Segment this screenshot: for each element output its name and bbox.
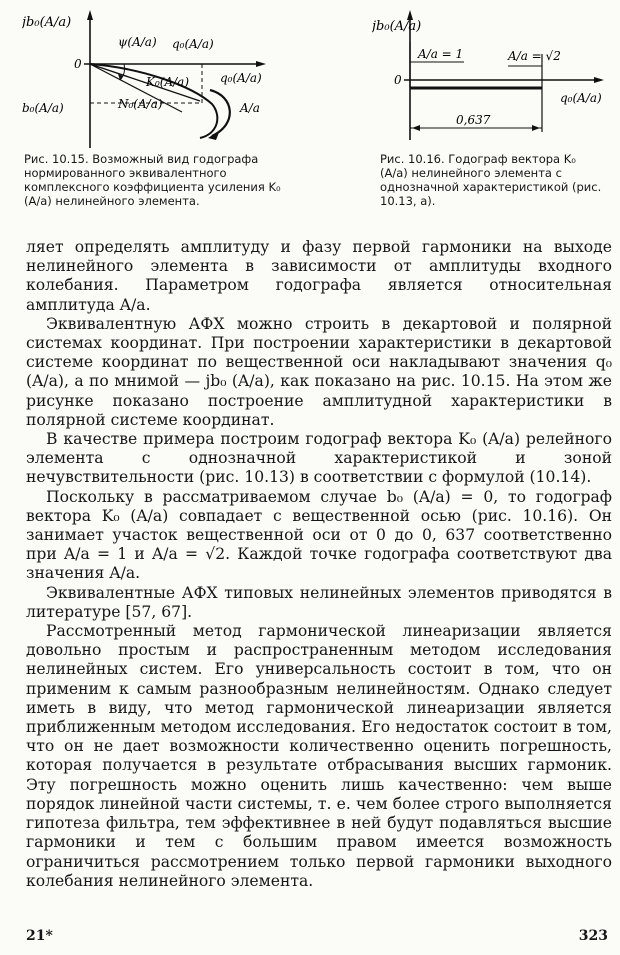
fig2-origin: 0 (394, 73, 402, 87)
caption-number: Рис. 10.15. (24, 152, 89, 166)
caption-text: Возможный вид годографа нормированного эквивалентного комплексного коэффициента усиления K₀ (A/a) нелинейного элемента. (24, 152, 281, 208)
fig1-a-label: A/a (240, 101, 260, 115)
fig1-k-label: K₀(A/a) (146, 75, 190, 89)
fig1-b-label: b₀(A/a) (22, 101, 64, 115)
fig2-x-label: q₀(A/a) (560, 91, 602, 105)
fig2-dim-arrow-right (532, 125, 540, 131)
signature-mark: 21* (26, 928, 53, 944)
caption-number: Рис. 10.16. (380, 152, 445, 166)
paragraph: Эквивалентную АФХ можно строить в декартовой и полярной системах координат. При построении характеристики в декартовой системе координат по вещественной оси накладывают значения q₀ (A/a), а по мнимой — jb₀ (A/a), как показано на рис. 10.15. На этом же рисунке показано построение амплитудной характеристики в полярной системе координат. (26, 314, 612, 429)
fig1-imag-arrow (87, 10, 93, 20)
fig1-direction-head (208, 130, 220, 140)
page-number: 323 (578, 928, 608, 944)
caption-text: Годограф вектора K₀ (A/a) нелинейного элемента с однозначной характеристикой (рис. 10.13, а). (380, 152, 602, 208)
fig1-y-label: jb₀(A/a) (22, 15, 72, 30)
body-text (26, 238, 612, 891)
fig1-origin: 0 (74, 57, 82, 71)
paragraph: Рассмотренный метод гармонической линеаризации является довольно простым и распространенным методом исследования нелинейных систем. Его универсальность состоит в том, что он применим к самым разнообразным нелинейностям. Однако следует иметь в виду, что метод гармонической линеаризации является приближенным методом исследования. Его недостаток состоит в том, что он не дает возможности количественно оценить погрешность, которая получается в результате отбрасывания высших гармоник. Эту погрешность можно оценить лишь качественно: чем выше порядок линейной части системы, т. е. чем более строго выполняется гипотеза фильтра, тем эффективнее в ней будут подавляться высшие гармоники и тем с большим правом имеется возможность ограничиться рассмотрением только первой гармоники выходного колебания нелинейного элемента. (26, 622, 612, 890)
figure-10-16-caption (380, 152, 606, 208)
fig1-psi-label: ψ(A/a) (118, 35, 157, 49)
fig2-real-arrow (594, 77, 604, 83)
paragraph: Поскольку в рассматриваемом случае b₀ (A/a) = 0, то годограф вектора K₀ (A/a) совпадает с вещественной осью (рис. 10.16). Он занимает участок вещественной оси от 0 до 0, 637 соответственно при A/a = 1 и A/a = √2. Каждой точке годографа соответствуют два значения A/a. (26, 487, 612, 583)
paragraph-continuation: ляет определять амплитуду и фазу первой гармоники на выходе нелинейного элемента в зависимости от амплитуды входного колебания. Параметром годографа является относительная амплитуда A/a. (26, 238, 612, 314)
figure-10-15-caption (24, 152, 286, 208)
paragraph: Эквивалентные АФХ типовых нелинейных элементов приводятся в литературе [57, 67]. (26, 583, 612, 621)
fig2-left-mark: A/a = 1 (418, 47, 464, 61)
fig2-y-label: jb₀(A/a) (372, 19, 422, 34)
fig1-q-top-label: q₀(A/a) (172, 37, 214, 51)
fig2-dimension: 0,637 (456, 113, 491, 127)
fig1-n-label: N₀(A/a) (118, 97, 163, 111)
fig2-dim-arrow-left (412, 125, 420, 131)
fig2-right-mark: A/a = √2 (508, 49, 561, 63)
fig1-real-arrow (256, 61, 266, 67)
figure-10-15 (22, 8, 292, 158)
fig1-q-right-label: q₀(A/a) (220, 71, 262, 85)
paragraph: В качестве примера построим годограф вектора K₀ (A/a) релейного элемента с однозначной характеристикой и зоной нечувствительности (рис. 10.13) в соответствии с формулой (10.14). (26, 430, 612, 487)
figure-10-16 (372, 8, 612, 150)
